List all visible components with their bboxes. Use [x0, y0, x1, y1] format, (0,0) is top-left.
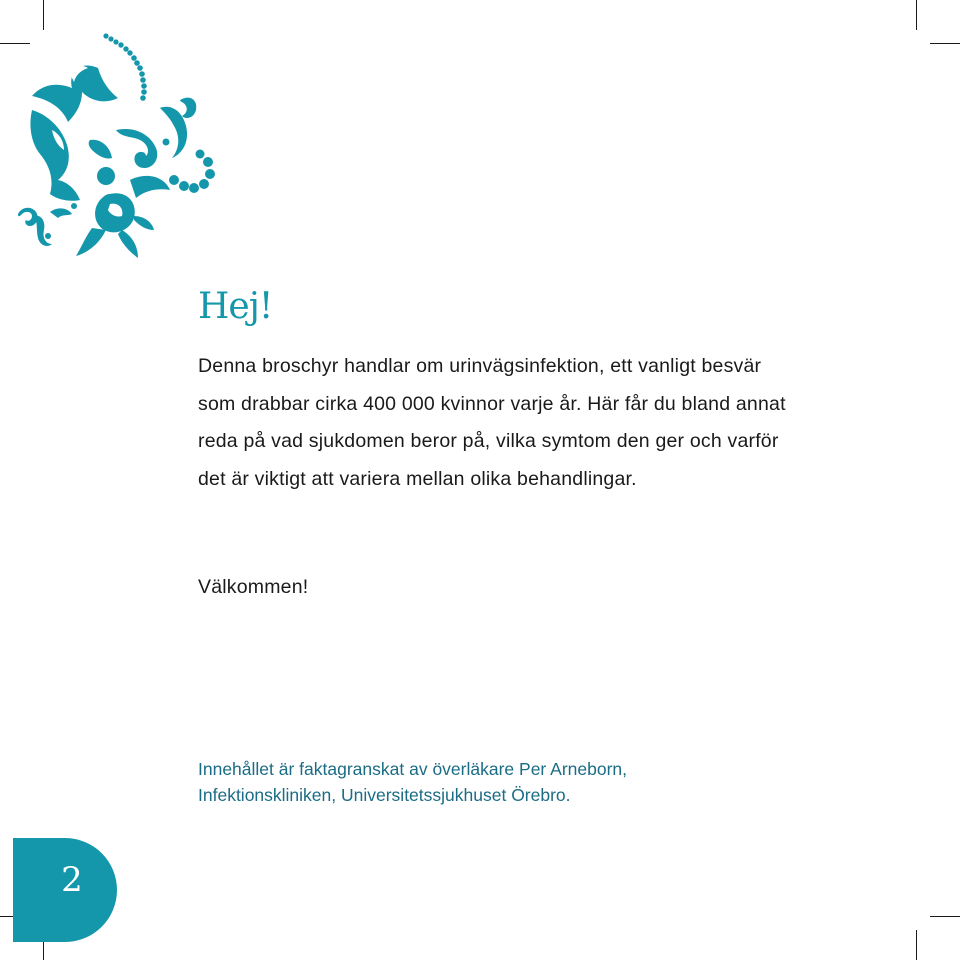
fact-check-credit [198, 756, 818, 808]
crop-mark-top-right-v [916, 0, 917, 30]
crop-mark-top-right-h [930, 43, 960, 44]
crop-mark-top-left-v [43, 0, 44, 30]
intro-paragraph: Denna broschyr handlar om urinvägsinfektion, ett vanligt besvär som drabbar cirka 400 000 kvinnor varje år. Här får du bland annat reda på vad sjukdomen beror på, vilka symtom den ger och varför det är viktigt att variera mellan olika behandlingar. [198, 355, 786, 490]
credit-line-1: Innehållet är faktagranskat av överläkare Per Arneborn, [198, 759, 627, 779]
credit-line-2: Infektionskliniken, Universitetssjukhuset Örebro. [198, 785, 571, 805]
crop-mark-bottom-right-v [916, 930, 917, 960]
welcome-text: Välkommen! [198, 576, 309, 598]
floral-ornament-icon [10, 30, 220, 265]
page-number: 2 [61, 860, 83, 900]
crop-mark-bottom-right-h [930, 916, 960, 917]
bead-cluster [169, 150, 215, 194]
page-title: Hej! [198, 286, 273, 327]
